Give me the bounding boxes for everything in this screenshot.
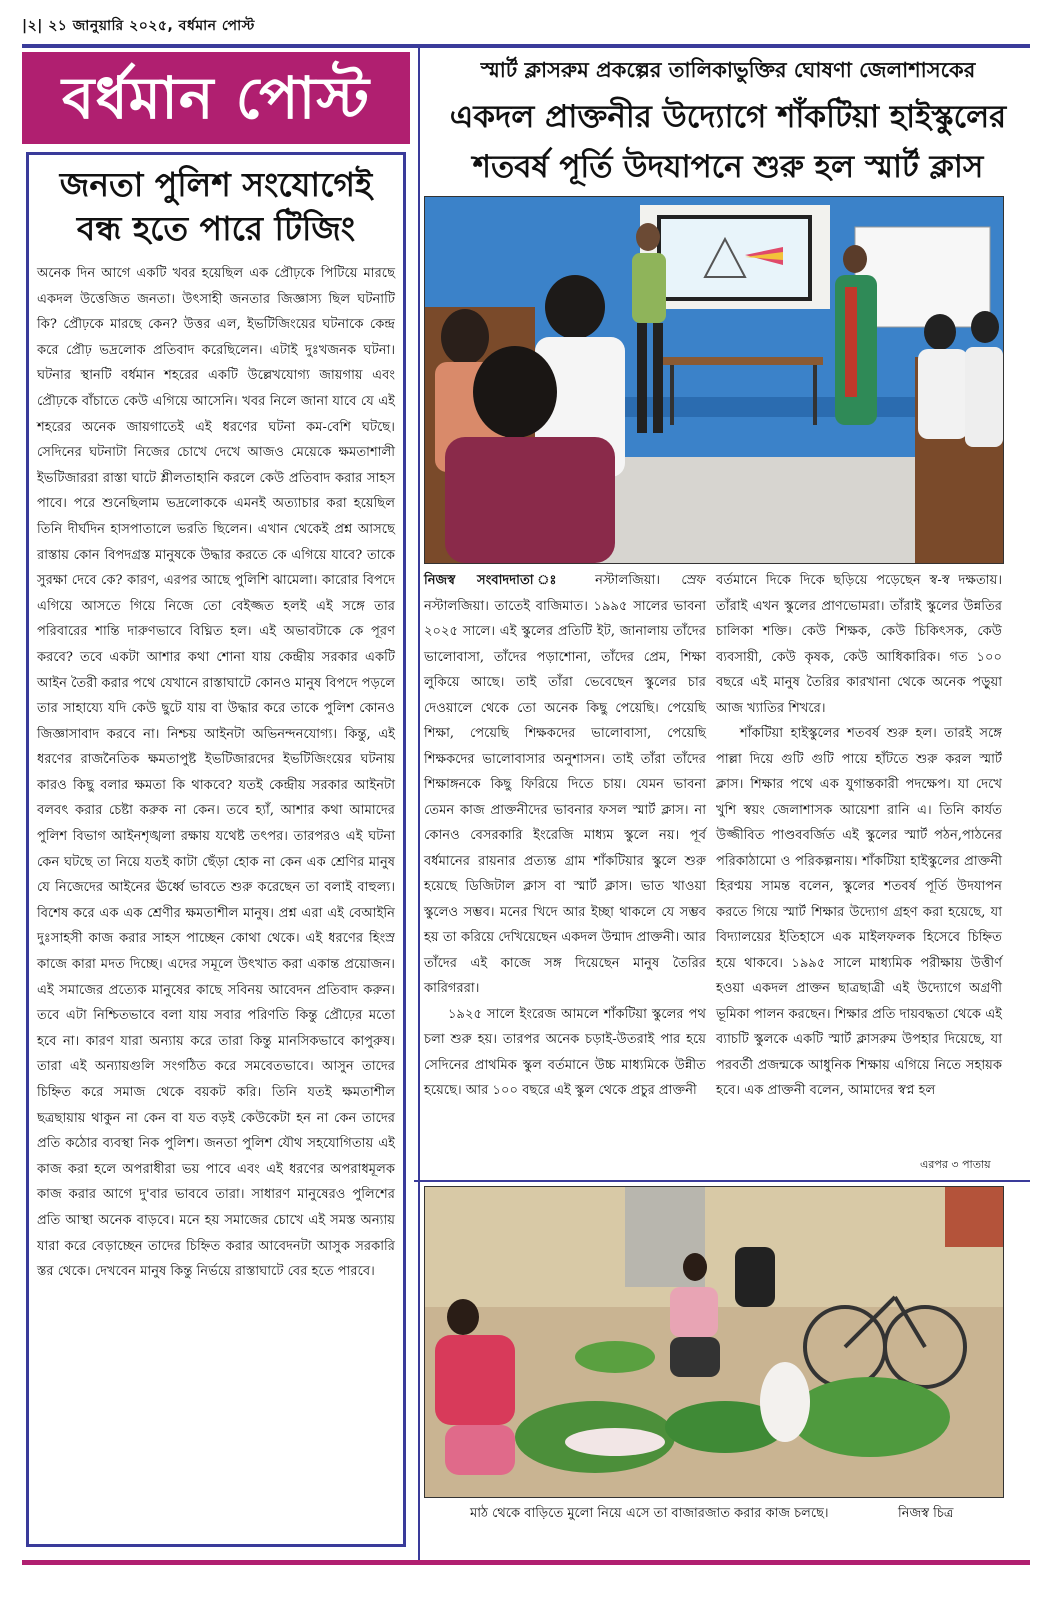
masthead-title: বর্ধমান পোস্ট (22, 52, 410, 144)
main-story-para-4: শাঁকটিয়া হাইস্কুলের শতবর্ষ শুরু হল। তারই সঙ্গে পাল্লা দিয়ে গুটি গুটি পায়ে হাঁটতে শুরু করল স্মার্ট ক্লাস। শিক্ষার পথে এক যুগান্তকারী পদক্ষেপ। যা দেখে খুশি স্বয়ং জেলাশাসক আয়েশা রানি এ। তিনি কার্যত উজ্জীবিত পাণ্ডববর্জিত এই স্কুলের স্মার্ট পঠন,পাঠনের পরিকাঠামো ও পরিকল্পনায়। শাঁকটিয়া হাইস্কুলের প্রাক্তনী হিরণ্ময় সামন্ত বলেন, স্কুলের শতবর্ষ পূর্তি উদযাপন করতে গিয়ে স্মার্ট শিক্ষার উদ্যোগ গ্রহণ করা হয়েছে, যা বিদ্যালয়ের ইতিহাসে এক মাইলফলক হিসেবে চিহ্নিত হয়ে থাকবে। ১৯৯৫ সালে মাধ্যমিক পরীক্ষায় উত্তীর্ণ হওয়া একদল প্রাক্তন ছাত্রছাত্রী এই উদ্যোগে অগ্রণী ভূমিকা পালন করছেন। শিক্ষার প্রতি দায়বদ্ধতা থেকে এই ব্যাচটি স্কুলকে একটি স্মার্ট ক্লাসরুম উপহার দিয়েছে, যা পরবর্তী প্রজন্মকে আধুনিক শিক্ষায় এগিয়ে নিতে সহায়ক হবে। এক প্রাক্তনী বলেন, আমাদের স্বপ্ন হল (716, 726, 1002, 1098)
main-story-para-3: বর্তমানে দিকে দিকে ছড়িয়ে পড়েছেন স্ব-স্ব দক্ষতায়। তাঁরাই এখন স্কুলের প্রাণভোমরা। তাঁরাই স্কুলের উন্নতির চালিকা শক্তি। কেউ শিক্ষক, কেউ চিকিৎসক, কেউ ব্যবসায়ী, কেউ কৃষক, কেউ আধিকারিক। গত ১০০ বছরে এই মানুষ তৈরির কারখানা থেকে অনেক পড়ুয়া আজ খ্যাতির শিখরে। (716, 573, 1002, 716)
left-article-title: জনতা পুলিশ সংযোগেই বন্ধ হতে পারে টিজিং (59, 165, 373, 248)
main-story-col1 (424, 568, 706, 1104)
left-article-body: অনেক দিন আগে একটি খবর হয়েছিল এক প্রৌঢ়কে পিটিয়ে মারছে একদল উত্তেজিত জনতা। উৎসাহী জনতার জিজ্ঞাস্য ছিল ঘটনাটি কি? প্রৌঢ়কে মারছে কেন? উত্তর এল, ইভটিজিংয়ের ঘটনাকে কেন্দ্র করে প্রৌঢ় ভদ্রলোক প্রতিবাদ করেছিলেন। এটাই দুঃখজনক ঘটনা। ঘটনার স্থানটি বর্ধমান শহরের একটি উল্লেখযোগ্য জায়গায় এবং প্রৌঢ়কে বাঁচাতে কেউ এগিয়ে আসেনি। খবর নিলে জানা যাবে যে এই শহরের অনেক জায়গাতেই এই ধরণের ঘটনা কম-বেশি ঘটছে। সেদিনের ঘটনাটা নিজের চোখে দেখে আজও মেয়েকে ক্ষমতাশালী ইভটিজাররা রাস্তা ঘাটে শ্লীলতাহানি করলে কেউ প্রতিবাদ করার সাহস পাবে। পরে শুনেছিলাম ভদ্রলোককে এমনই অত্যাচার করা হয়েছিল তিনি দীর্ঘদিন হাসপাতালে ভরতি ছিলেন। এখান থেকেই প্রশ্ন আসছে রাস্তায় কোন বিপদগ্রস্ত মানুষকে উদ্ধার করতে কে এগিয়ে যাবে? তাকে সুরক্ষা দেবে কে? কারণ, এরপর আছে পুলিশি ঝামেলা। কারোর বিপদে এগিয়ে আসতে গিয়ে নিজে তো বেইজ্জত হলই এই সঙ্গে তার পরিবারের শান্তি দারুণভাবে বিঘ্নিত হল। এই অভাবটাকে কে পূরণ করবে? তবে একটা আশার কথা শোনা যায় কেন্দ্রীয় সরকার একটি আইন তৈরী করার পথে যেখানে রাস্তাঘাটে কোনও মানুষ বিপদে পড়লে তার সাহায্যে যদি কেউ ছুটে যায় বা উদ্ধার করে তাকে পুলিশ কোনও জিজ্ঞাসাবাদ করবে না। নিশ্চয় আইনটা অভিনন্দনযোগ্য। কিন্তু, এই ধরণের রাজনৈতিক ক্ষমতাপুষ্ট ইভটিজারদের ইভটিজিংয়ের ঘটনায় কারও কিছু বলার ক্ষমতা কি থাকবে? যতই কেন্দ্রীয় সরকার আইনটা বলবৎ করার চেষ্টা করুক না কেন। তবে হ্যাঁ, আশার কথা আমাদের পুলিশ বিভাগ আইনশৃঙ্খলা রক্ষায় যথেষ্ট তৎপর। তারপরও এই ঘটনা কেন ঘটছে তা নিয়ে যতই কাটা ছেঁড়া হোক না কেন এক শ্রেণির মানুষ যে নিজেদের আইনের ঊর্ধ্বে ভাবতে শুরু করেছেন তা বলাই বাহুল্য। বিশেষ করে এক এক শ্রেণীর ক্ষমতাশীল মানুষ। প্রশ্ন এরা এই বেআইনি দুঃসাহসী কাজ করার সাহস পাচ্ছেন কোথা থেকে। এই ধরণের হিংস্র কাজে কারা মদত দিচ্ছে। এদের সমূলে উৎখাত করা একান্ত প্রয়োজন। এই সমাজের প্রত্যেক মানুষের কাছে সবিনয় আবেদন প্রতিবাদ করুন। তবে এটা নিশ্চিতভাবে বলা যায় সবার পরিণতি কিন্তু প্রৌঢ়ের মতো হবে না। কারণ যারা অন্যায় করে তারা কিন্তু মানসিকভাবে কাপুরুষ। তারা এই অন্যায়গুলি সংগঠিত করে সমবেতভাবে। আসুন তাদের চিহ্নিত করে সমাজ থেকে বয়কট করি। তিনি যতই ক্ষমতাশীল ছত্রছায়ায় থাকুন না কেন বা যত বড়ই কেউকেটা হন না কেন তাদের প্রতি কঠোর ব্যবস্থা নিক পুলিশ। জনতা পুলিশ যৌথ সহযোগিতায় এই কাজ করা হলে অপরাধীরা ভয় পাবে এবং এই ধরণের অপরাধমূলক কাজ করার আগে দু'বার ভাববে তারা। সাধারণ মানুষেরও পুলিশের প্রতি আস্থা অনেক বাড়বে। মনে হয় সমাজের চোখে এই সমস্ত অন্যায় যারা করে বেড়াচ্ছেন তাদের চিহ্নিত করার আবেদনটা আসুক সরকারি স্তর থেকে। দেখবেন মানুষ কিন্তু নির্ভয়ে রাস্তাঘাটে বের হতে পারবে। (37, 266, 395, 1280)
bottom-rule (22, 1560, 1030, 1565)
page-date-line: |২| ২১ জানুয়ারি ২০২৫, বর্ধমান পোস্ট (22, 18, 255, 34)
classroom-photo (424, 196, 1004, 564)
main-story-text-1: নস্টালজিয়া। স্রেফ নস্টালজিয়া। তাতেই বাজিমাত। ১৯৯৫ সালের ভাবনা ২০২৫ সালে। এই স্কুলের প্রতিটি ইট, জানালায় তাঁদের ভালোবাসা, তাঁদের পড়াশোনা, তাঁদের প্রেম, শিক্ষা লুকিয়ে আছে। তাই তাঁরা ভেবেছেন স্কুলের চার দেওয়ালে থেকে তো অনেক কিছু পেয়েছি। পেয়েছি শিক্ষা, পেয়েছি শিক্ষকদের ভালোবাসা, পেয়েছি শিক্ষকদের ভালোবাসার অনুশাসন। তাই তাঁরা তাঁদের শিক্ষাঙ্গনকে কিছু ফিরিয়ে দিতে চায়। যেমন ভাবনা তেমন কাজ প্রাক্তনীদের ভাবনার ফসল স্মার্ট ক্লাস। না কোনও বেসরকারি ইংরেজি মাধ্যম স্কুলে নয়। পূর্ব বর্ধমানের রায়নার প্রত্যন্ত গ্রাম শাঁকটিয়ার স্কুলে শুরু হয়েছে ডিজিটাল ক্লাস বা স্মার্ট ক্লাস। ভাত খাওয়া স্কুলেও সম্ভব। মনের খিদে আর ইচ্ছা থাকলে যে সম্ভব হয় তা করিয়ে দেখিয়েছেন একদল উন্মাদ প্রাক্তনী। আর তাঁদের এই কাজে সঙ্গ দিয়েছেন মানুষ তৈরির কারিগররা। (424, 573, 707, 996)
byline: নিজস্ব সংবাদদাতা ঃ (424, 573, 574, 588)
main-headline (426, 92, 1030, 192)
main-story-para-2: ১৯২৫ সালে ইংরেজ আমলে শাঁকটিয়া স্কুলের পথ চলা শুরু হয়। তারপর অনেক চড়াই-উতরাই পার হয়ে সেদিনের প্রাথমিক স্কুল বর্তমানে উচ্চ মাধ্যমিকে উন্নীত হয়েছে। আর ১০০ বছরে এই স্কুল থেকে প্রচুর প্রাক্তনী (424, 1006, 706, 1098)
photo-credit: নিজস্ব চিত্র (898, 1506, 954, 1521)
left-article-box (26, 152, 406, 1547)
photo-caption: মাঠ থেকে বাড়িতে মুলো নিয়ে এসে তা বাজারজাত করার কাজ চলছে। (470, 1506, 829, 1521)
column-divider (418, 48, 420, 1560)
mid-rule (414, 1180, 1030, 1182)
main-kicker: স্মার্ট ক্লাসরুম প্রকল্পের তালিকাভুক্তির ঘোষণা জেলাশাসকের (480, 58, 976, 82)
main-story-para-1 (424, 568, 706, 1002)
classroom-illustration (425, 197, 1003, 563)
main-story-col2 (716, 568, 1002, 1104)
continued-note: এরপর ৩ পাতায় (920, 1158, 991, 1171)
top-rule (22, 44, 1030, 48)
headline-line-1: একদল প্রাক্তনীর উদ্যোগে শাঁকটিয়া হাইস্কুলের (449, 99, 1007, 135)
radish-photo (424, 1186, 1004, 1498)
headline-line-2: শতবর্ষ পূর্তি উদযাপনে শুরু হল স্মার্ট ক্লাস (472, 149, 984, 185)
radish-illustration (425, 1187, 1003, 1497)
